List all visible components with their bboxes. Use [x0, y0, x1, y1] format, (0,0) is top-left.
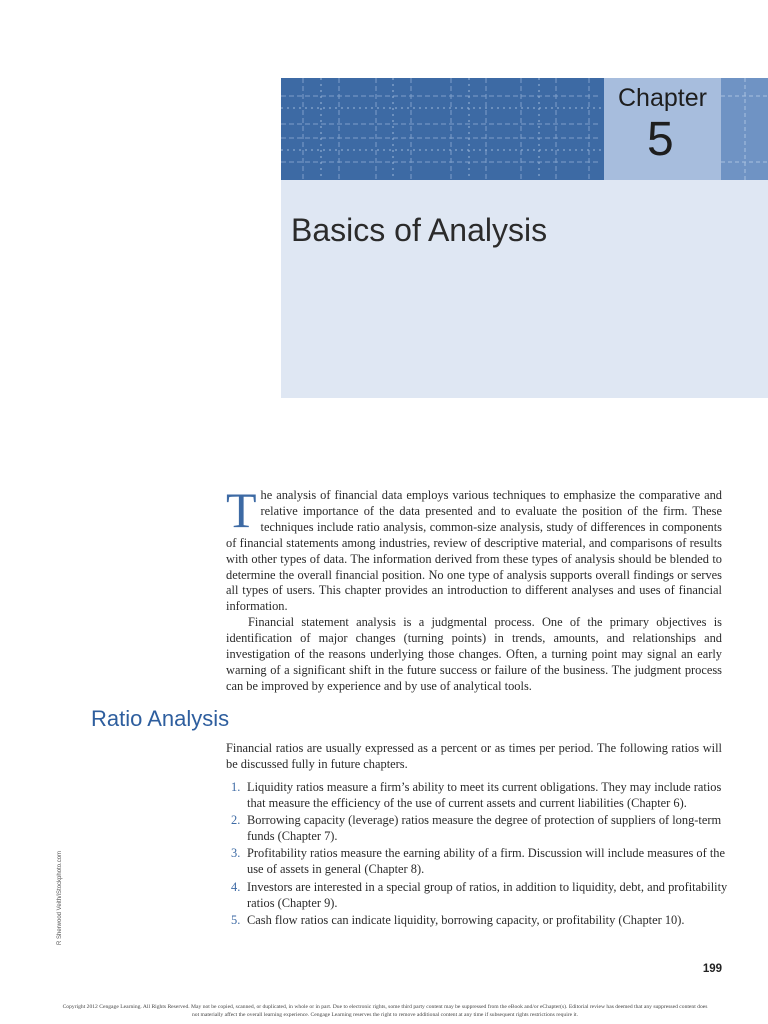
intro-paragraph-1 [226, 482, 722, 615]
page-number: 199 [702, 963, 722, 975]
header-right-strip [721, 78, 768, 180]
strip-grid-art [721, 78, 768, 180]
intro-section [226, 482, 722, 695]
drop-cap: T [226, 482, 257, 538]
ratio-analysis-intro: Financial ratios are usually expressed as a percent or as times per period. The following ratios will be discussed fully in future chapters. [226, 741, 722, 771]
list-item-text: Profitability ratios measure the earning ability of a firm. Discussion will include measures of the use of assets in general (Chapter 8). [247, 846, 725, 877]
list-item-text: Investors are interested in a special group of ratios, in addition to liquidity, debt, and profitability ratios (Chapter 9). [247, 879, 728, 910]
ratio-analysis-heading: Ratio Analysis [91, 706, 230, 731]
list-item-text: Liquidity ratios measure a firm’s ability to meet its current obligations. They may include ratios that measure the efficiency of the use of current assets and current liabilities (Chapter 6). [247, 780, 722, 810]
photo-credit: R Sherwood Veith/iStockphoto.com [57, 850, 63, 945]
list-item [231, 780, 731, 812]
chapter-number-box [604, 78, 721, 180]
list-item-number: 3. [231, 846, 241, 861]
chapter-title-panel [281, 180, 768, 398]
list-item [231, 913, 731, 929]
intro-paragraph-2: Financial statement analysis is a judgmental process. One of the primary objectives is identification of major changes (turning points) in trends, amounts, and relationships and investigation of the reasons underlying those changes. Often, a turning point may signal an early warning of a significant shift in the future success or failure of the business. The judgment process can be improved by experience and by use of analytical tools. [226, 615, 722, 693]
list-item-number: 1. [231, 780, 241, 794]
chapter-number: 5 [647, 113, 674, 166]
ratio-list [231, 780, 731, 930]
chapter-title: Basics of Analysis [291, 212, 548, 248]
list-item-number: 5. [231, 912, 241, 927]
grid-pattern-art [281, 78, 601, 180]
copyright-notice: Copyright 2012 Cengage Learning. All Rights Reserved. May not be copied, scanned, or duplicated, in whole or in part. Due to electronic rights, some third party content may be suppressed from the eBook and/or eChapter(s). Editorial review has deemed that any suppressed content does not materially affect the overall learning experience. Cengage Learning reserves the right to remove additional content at any time if subsequent rights restrictions require it. [62, 1004, 708, 1018]
list-item [231, 846, 731, 878]
list-item-text: Cash flow ratios can indicate liquidity, borrowing capacity, or profitability (Chapter 10). [247, 912, 685, 927]
intro-paragraph-1-text: he analysis of financial data employs various techniques to emphasize the comparative and relative importance of the data presented and to evaluate the position of the firm. These techniques include ratio analysis, common-size analysis, study of differences in components of financial statements among industries, review of descriptive material, and comparisons of results with other types of data. The information derived from these types of analysis should be blended to determine the overall financial position. No one type of analysis supports overall findings or serves all types of users. This chapter provides an introduction to different analyses and uses of financial information. [226, 488, 722, 614]
chapter-label: Chapter [618, 84, 707, 112]
list-item-number: 2. [231, 813, 241, 828]
list-item-number: 4. [231, 879, 241, 894]
list-item-text: Borrowing capacity (leverage) ratios measure the degree of protection of suppliers of long-term funds (Chapter 7). [247, 813, 722, 844]
list-item [231, 880, 731, 912]
list-item [231, 813, 731, 845]
